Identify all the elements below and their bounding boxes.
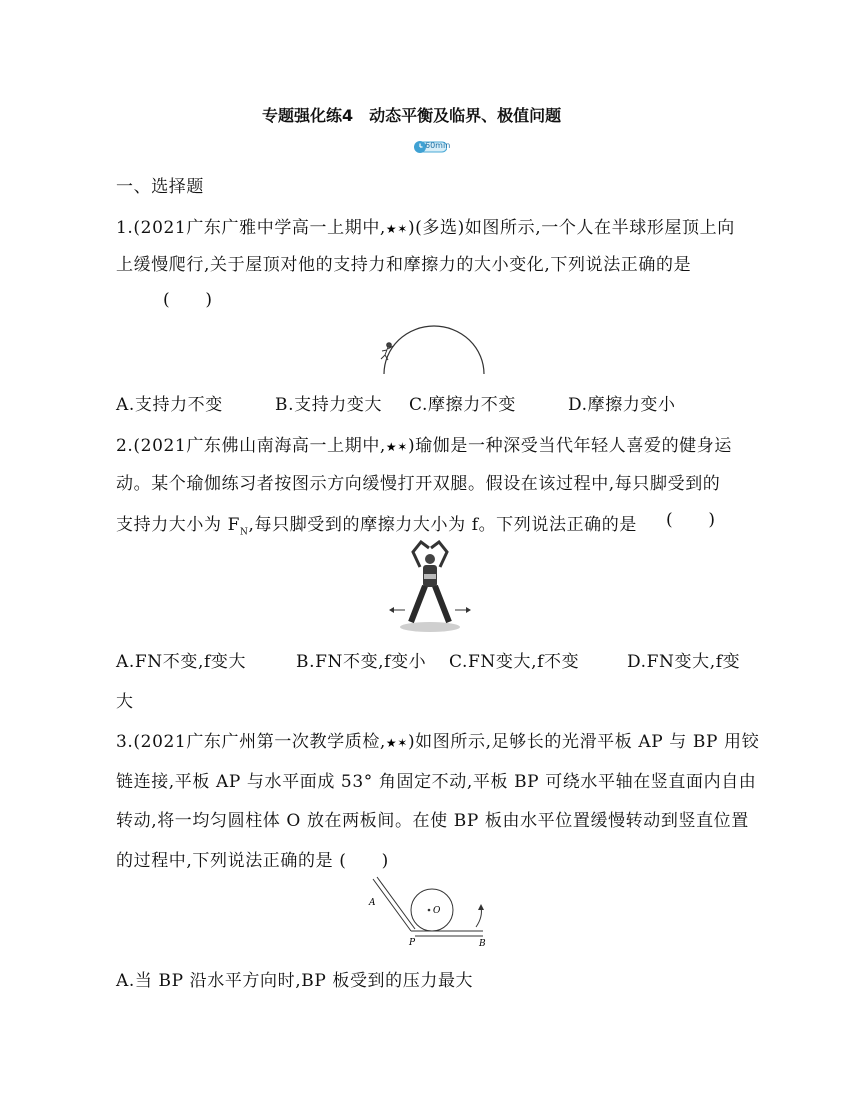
time-badge xyxy=(413,140,451,154)
q2-stem-3b: ,每只脚受到的摩擦力大小为 f。下列说法正确的是 xyxy=(248,515,637,535)
q2-option-a: A.FN不变,f变大 xyxy=(116,652,247,672)
q1-stem-1: )(多选)如图所示,一个人在半球形屋顶上向 xyxy=(407,218,735,238)
plates-cylinder-figure xyxy=(365,875,495,953)
q2-line3 xyxy=(116,510,637,537)
hemisphere-roof-figure xyxy=(376,322,488,378)
label-p: P xyxy=(409,938,416,948)
q2-answer-paren: ( ) xyxy=(666,510,716,530)
q1-line1 xyxy=(116,213,735,238)
q1-answer-paren: ( ) xyxy=(163,290,213,310)
q1-line2: 上缓慢爬行,关于屋顶对他的支持力和摩擦力的大小变化,下列说法正确的是 xyxy=(116,255,692,275)
q1-option-b: B.支持力变大 xyxy=(275,395,383,415)
q2-option-b: B.FN不变,f变小 xyxy=(296,652,427,672)
yoga-figure xyxy=(385,540,475,635)
page-title: 专题强化练4 动态平衡及临界、极值问题 xyxy=(262,106,562,125)
label-a: A xyxy=(369,898,376,908)
q2-source: 2.(2021广东佛山南海高一上期中, xyxy=(116,436,386,456)
q2-option-c: C.FN变大,f不变 xyxy=(449,652,580,672)
q1-source: 1.(2021广东广雅中学高一上期中, xyxy=(116,218,386,238)
fn-subscript: N xyxy=(240,527,249,538)
q2-option-d: D.FN变大,f变 xyxy=(627,652,741,672)
label-b: B xyxy=(479,939,486,949)
q2-stem-3a: 支持力大小为 F xyxy=(116,515,240,535)
q3-stem-1: )如图所示,足够长的光滑平板 AP 与 BP 用铰 xyxy=(407,732,760,752)
q2-line2: 动。某个瑜伽练习者按图示方向缓慢打开双腿。假设在该过程中,每只脚受到的 xyxy=(116,474,721,494)
q3-option-a: A.当 BP 沿水平方向时,BP 板受到的压力最大 xyxy=(116,971,474,991)
difficulty-stars-icon: ★✶ xyxy=(385,440,408,454)
q1-option-c: C.摩擦力不变 xyxy=(409,395,517,415)
q3-source: 3.(2021广东广州第一次教学质检, xyxy=(116,732,386,752)
q2-line1 xyxy=(116,431,732,456)
section-heading: 一、选择题 xyxy=(116,177,204,197)
q1-option-d: D.摩擦力变小 xyxy=(568,395,676,415)
q2-stem-1: )瑜伽是一种深受当代年轻人喜爱的健身运 xyxy=(407,436,732,456)
q3-line3: 转动,将一均匀圆柱体 O 放在两板间。在使 BP 板由水平位置缓慢转动到竖直位置 xyxy=(116,811,749,831)
climber-icon xyxy=(381,343,393,360)
q1-option-a: A.支持力不变 xyxy=(116,395,223,415)
difficulty-stars-icon: ★✶ xyxy=(385,736,408,750)
q2-option-d-wrap: 大 xyxy=(116,692,134,712)
q3-line4: 的过程中,下列说法正确的是 ( ) xyxy=(116,851,389,871)
difficulty-stars-icon: ★✶ xyxy=(385,222,408,236)
time-badge-label: 60min xyxy=(425,141,451,150)
label-o: O xyxy=(433,906,441,916)
q3-line2: 链连接,平板 AP 与水平面成 53° 角固定不动,平板 BP 可绕水平轴在竖直面内自由 xyxy=(116,772,757,792)
q3-line1 xyxy=(116,727,759,752)
